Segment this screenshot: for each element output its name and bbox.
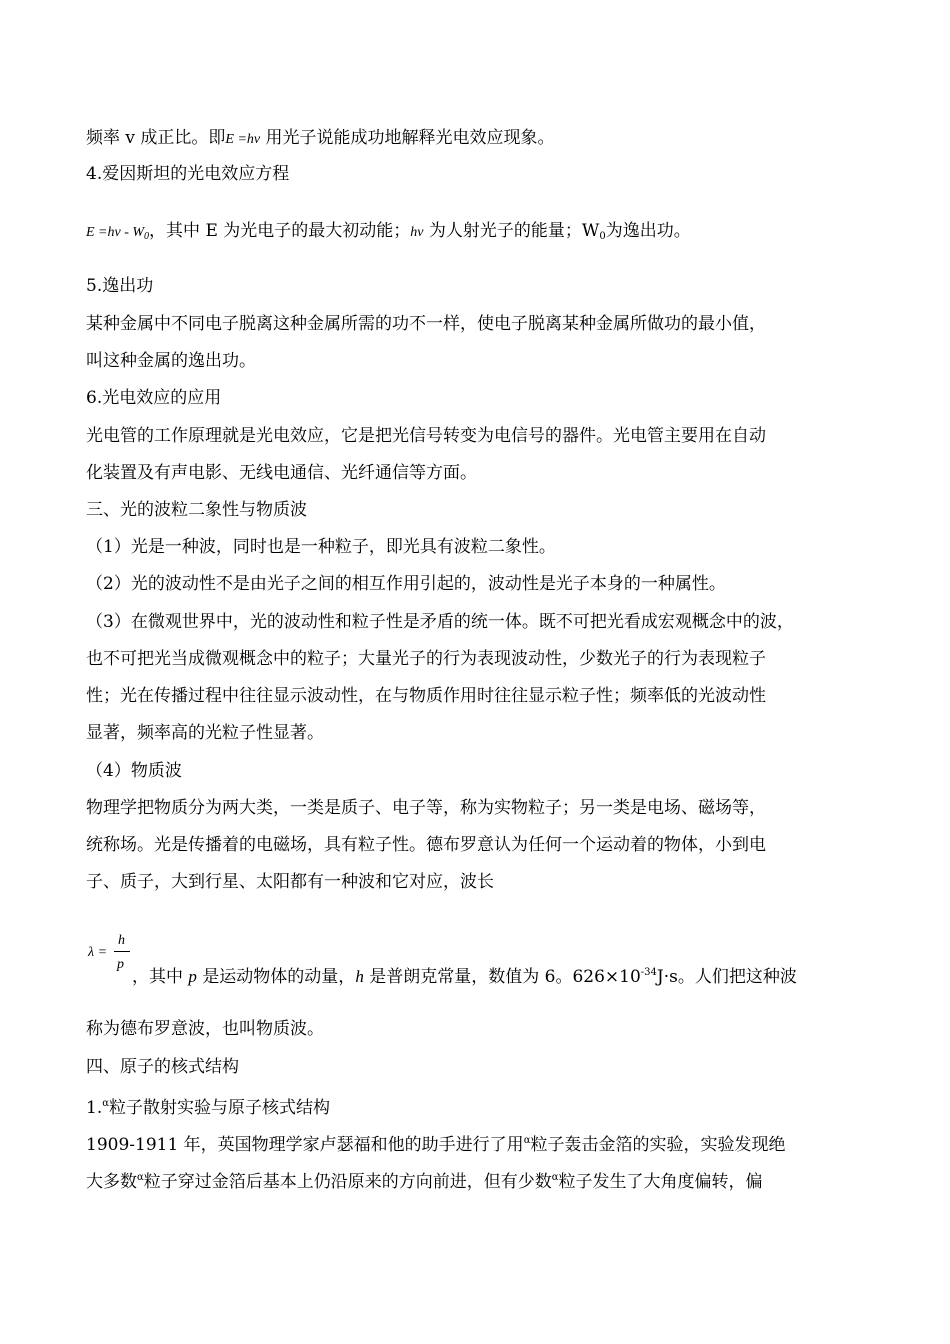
text-line: （1）光是一种波，同时也是一种粒子，即光具有波粒二象性。 [86,537,556,557]
text-line: 叫这种金属的逸出功。 [86,351,256,371]
text-line: 统称场。光是传播着的电磁场，具有粒子性。德布罗意认为任何一个运动着的物体，小到电 [86,835,766,855]
fraction-bar [114,951,130,952]
text-line: （2）光的波动性不是由光子之间的相互作用引起的，波动性是光子本身的一种属性。 [86,574,726,594]
text-line: 称为德布罗意波，也叫物质波。 [86,1019,324,1039]
text-line: 大多数$^\alpha$粒子穿过金箔后基本上仍沿原来的方向前进，但有少数$^\alpha$粒子发生了大角度偏转，偏 [86,1172,763,1192]
text-line: （3）在微观世界中，光的波动性和粒子性是矛盾的统一体。既不可把光看成宏观概念中的波， [86,612,794,632]
text-line: 显著，频率高的光粒子性显著。 [86,723,324,743]
text-line-frequency: 频率 v 成正比。即E =hν 用光子说能成功地解释光电效应现象。 [86,128,555,148]
heading-wave-particle: 三、光的波粒二象性与物质波 [86,500,307,520]
text-line: 子、质子，大到行星、太阳都有一种波和它对应，波长 [86,872,494,892]
formula-hv: hν [410,225,424,240]
text-line: 光电管的工作原理就是光电效应，它是把光信号转变为电信号的器件。光电管主要用在自动 [86,426,766,446]
text-line: 也不可把光当成微观概念中的粒子；大量光子的行为表现波动性，少数光子的行为表现粒子 [86,649,766,669]
heading-work-function: 5.逸出功 [86,276,154,296]
formula-lambda-lhs: λ = [88,945,108,960]
heading-atomic-structure: 四、原子的核式结构 [86,1057,239,1077]
formula-e-hv: E =hν [225,132,261,147]
formula-fraction-denominator: p [117,957,124,972]
text-line: 物理学把物质分为两大类，一类是质子、电子等，称为实物粒子；另一类是电场、磁场等， [86,798,766,818]
formula-fraction-numerator: h [118,933,125,948]
heading-einstein-equation: 4.爱因斯坦的光电效应方程 [86,164,290,184]
text-line: 某种金属中不同电子脱离这种金属所需的功不一样，使电子脱离某种金属所做功的最小值， [86,314,766,334]
text-line: 1909-1911 年，英国物理学家卢瑟福和他的助手进行了用$^\alpha$粒子轰击金箔的实验，实验发现绝 [86,1135,786,1155]
text-line-de-broglie: ，其中 p 是运动物体的动量，h 是普朗克常量，数值为 6。$626\times 10^{-34}J\cdot s$。人们把这种波 [132,967,797,987]
text-line-einstein-formula: $E =h\nu - W_0$，其中 E 为光电子的最大初动能；hν 为人射光子的能量；$W_0$为逸出功。 [86,221,691,242]
heading-photoelectric-application: 6.光电效应的应用 [86,388,222,408]
text-line: 性；光在传播过程中往往显示波动性，在与物质作用时往往显示粒子性；频率低的光波动性 [86,686,766,706]
heading-matter-wave: （4）物质波 [86,761,182,781]
text-line: 化装置及有声电影、无线电通信、光纤通信等方面。 [86,463,477,483]
heading-alpha-scattering: 1.$^\alpha$粒子散射实验与原子核式结构 [86,1098,330,1118]
formula-einstein: $E =h\nu - W_0$ [86,225,150,242]
